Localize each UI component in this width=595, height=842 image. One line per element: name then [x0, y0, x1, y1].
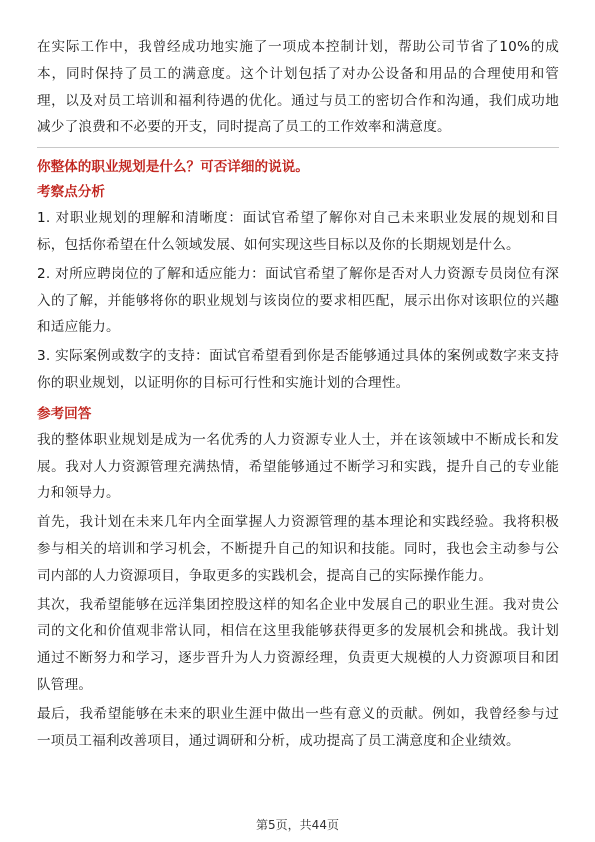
analysis-item: 3. 实际案例或数字的支持：面试官希望看到你是否能够通过具体的案例或数字来支持你的职业规划，以证明你的目标可行性和实施计划的合理性。	[37, 348, 559, 391]
answer-paragraph: 首先，我计划在未来几年内全面掌握人力资源管理的基本理论和实践经验。我将积极参与相关的培训和学习机会，不断提升自己的知识和技能。同时，我也会主动参与公司内部的人力资源项目，争取更多的实践机会，提高自己的实际操作能力。	[37, 514, 559, 584]
intro-paragraph: 在实际工作中，我曾经成功地实施了一项成本控制计划，帮助公司节省了10%的成本，同时保持了员工的满意度。这个计划包括了对办公设备和用品的合理使用和管理，以及对员工培训和福利待遇的优化。通过与员工的密切合作和沟通，我们成功地减少了浪费和不必要的开支，同时提高了员工的工作效率和满意度。	[37, 39, 559, 136]
page-number: 第5页，共44页	[256, 818, 339, 832]
section-divider	[37, 147, 559, 148]
analysis-heading: 考察点分析	[37, 184, 105, 201]
answer-paragraph: 我的整体职业规划是成为一名优秀的人力资源专业人士，并在该领域中不断成长和发展。我对人力资源管理充满热情，希望能够通过不断学习和实践，提升自己的专业能力和领导力。	[37, 431, 559, 502]
analysis-item: 1. 对职业规划的理解和清晰度：面试官希望了解你对自己未来职业发展的规划和目标，包括你希望在什么领域发展、如何实现这些目标以及你的长期规划是什么。	[37, 210, 559, 253]
analysis-item: 2. 对所应聘岗位的了解和适应能力：面试官希望了解你是否对人力资源专员岗位有深入的了解，并能够将你的职业规划与该岗位的要求相匹配，展示出你对该职位的兴趣和适应能力。	[37, 265, 559, 336]
page-content	[37, 34, 559, 756]
answer-paragraph: 其次，我希望能够在远洋集团控股这样的知名企业中发展自己的职业生涯。我对贵公司的文化和价值观非常认同，相信在这里我能够获得更多的发展机会和挑战。我计划通过不断努力和学习，逐步晋升为人力资源经理，负责更大规模的人力资源项目和团队管理。	[37, 596, 559, 693]
answer-heading: 参考回答	[37, 405, 92, 422]
question-heading: 你整体的职业规划是什么？可否详细的说说。	[37, 159, 309, 176]
answer-paragraph: 最后，我希望能够在未来的职业生涯中做出一些有意义的贡献。例如，我曾经参与过一项员工福利改善项目，通过调研和分析，成功提高了员工满意度和企业绩效。	[37, 705, 559, 749]
